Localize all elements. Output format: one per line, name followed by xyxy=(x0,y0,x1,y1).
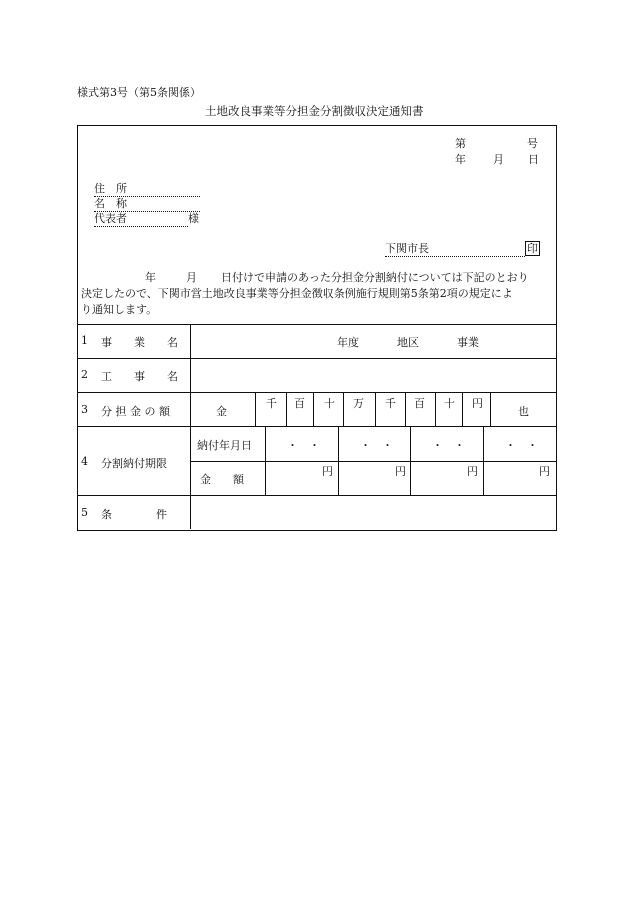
amount-cell-divider xyxy=(343,392,344,426)
payment-amount-yen-3: 円 xyxy=(467,465,478,478)
issuer-line xyxy=(385,240,540,257)
amount-cell-divider xyxy=(255,392,256,426)
amount-cell-divider xyxy=(462,392,463,426)
row1-fiscal-year: 年度 xyxy=(337,336,359,349)
unit-hyaku: 百 xyxy=(294,397,305,410)
payment-amount-yen-1: 円 xyxy=(322,465,333,478)
representative-label: 代表者 xyxy=(94,212,127,225)
unit-man: 万 xyxy=(353,397,364,410)
seal-mark: 印 xyxy=(527,242,538,255)
unit-sen: 千 xyxy=(266,397,277,410)
row-divider-2 xyxy=(77,392,556,393)
honorific: 様 xyxy=(188,212,199,225)
payment-amount-label: 金 額 xyxy=(200,473,244,486)
representative-field xyxy=(94,210,199,227)
amount-cell-divider xyxy=(435,392,436,426)
body-month: 月 xyxy=(186,271,197,284)
row2-label: 工 事 名 xyxy=(101,370,178,383)
body-year: 年 xyxy=(145,271,156,284)
row2-number: 2 xyxy=(81,368,88,381)
payment-date-4: ・ ・ xyxy=(505,439,538,452)
number-suffix: 号 xyxy=(527,137,538,150)
row5-number: 5 xyxy=(81,506,88,519)
row1-label: 事 業 名 xyxy=(101,336,178,349)
amount-cell-divider xyxy=(286,392,287,426)
payment-date-1: ・ ・ xyxy=(287,439,320,452)
issuer-label: 下関市長 xyxy=(385,242,429,255)
row3-nari: 也 xyxy=(518,405,529,418)
row4-number: 4 xyxy=(81,455,88,468)
row4-mid-divider xyxy=(190,461,556,462)
body-line-1 xyxy=(145,270,529,286)
date-month: 月 xyxy=(493,153,504,166)
payment-amount-yen-4: 円 xyxy=(539,465,550,478)
amount-cell-divider xyxy=(490,392,491,426)
unit-juu: 十 xyxy=(444,397,455,410)
number-prefix: 第 xyxy=(455,137,466,150)
unit-hyaku: 百 xyxy=(414,397,425,410)
payment-date-label: 納付年月日 xyxy=(197,439,252,452)
address-label: 住 所 xyxy=(94,182,127,195)
date-year: 年 xyxy=(455,153,466,166)
row3-kin: 金 xyxy=(216,405,227,418)
date-day: 日 xyxy=(528,153,539,166)
row1-number: 1 xyxy=(81,334,88,347)
row4-label: 分割納付期限 xyxy=(101,457,167,470)
form-number-label: 様式第3号（第5条関係） xyxy=(77,86,201,99)
amount-cell-divider xyxy=(375,392,376,426)
row-divider-1 xyxy=(77,358,556,359)
row-divider-3 xyxy=(77,426,556,427)
unit-yen: 円 xyxy=(472,397,483,410)
document-title: 土地改良事業等分担金分割徴収決定通知書 xyxy=(205,104,424,118)
row1-project: 事業 xyxy=(457,336,479,349)
row3-label: 分 担 金 の 額 xyxy=(101,405,170,418)
payment-date-2: ・ ・ xyxy=(360,439,393,452)
row3-number: 3 xyxy=(81,403,88,416)
payment-date-3: ・ ・ xyxy=(432,439,465,452)
row1-district: 地区 xyxy=(397,336,419,349)
body-line-2: 決定したので、下関市営土地改良事業等分担金徴収条例施行規則第5条第2項の規定によ xyxy=(81,287,513,300)
row5-label: 条 件 xyxy=(101,508,167,521)
amount-cell-divider xyxy=(405,392,406,426)
table-top-border xyxy=(77,324,556,325)
body-line-3: り通知します。 xyxy=(81,303,158,316)
installment-divider xyxy=(338,426,339,495)
name-label: 名 称 xyxy=(94,197,127,210)
amount-cell-divider xyxy=(313,392,314,426)
unit-sen: 千 xyxy=(385,397,396,410)
row-divider-4 xyxy=(77,495,556,496)
unit-juu: 十 xyxy=(324,397,335,410)
installment-divider xyxy=(410,426,411,495)
body-line-1-text: 日付けで申請のあった分担金分割納付については下記のとおり xyxy=(221,271,529,284)
payment-amount-yen-2: 円 xyxy=(395,465,406,478)
installment-label-divider xyxy=(265,426,266,495)
installment-divider xyxy=(483,426,484,495)
label-column-divider xyxy=(190,324,191,529)
